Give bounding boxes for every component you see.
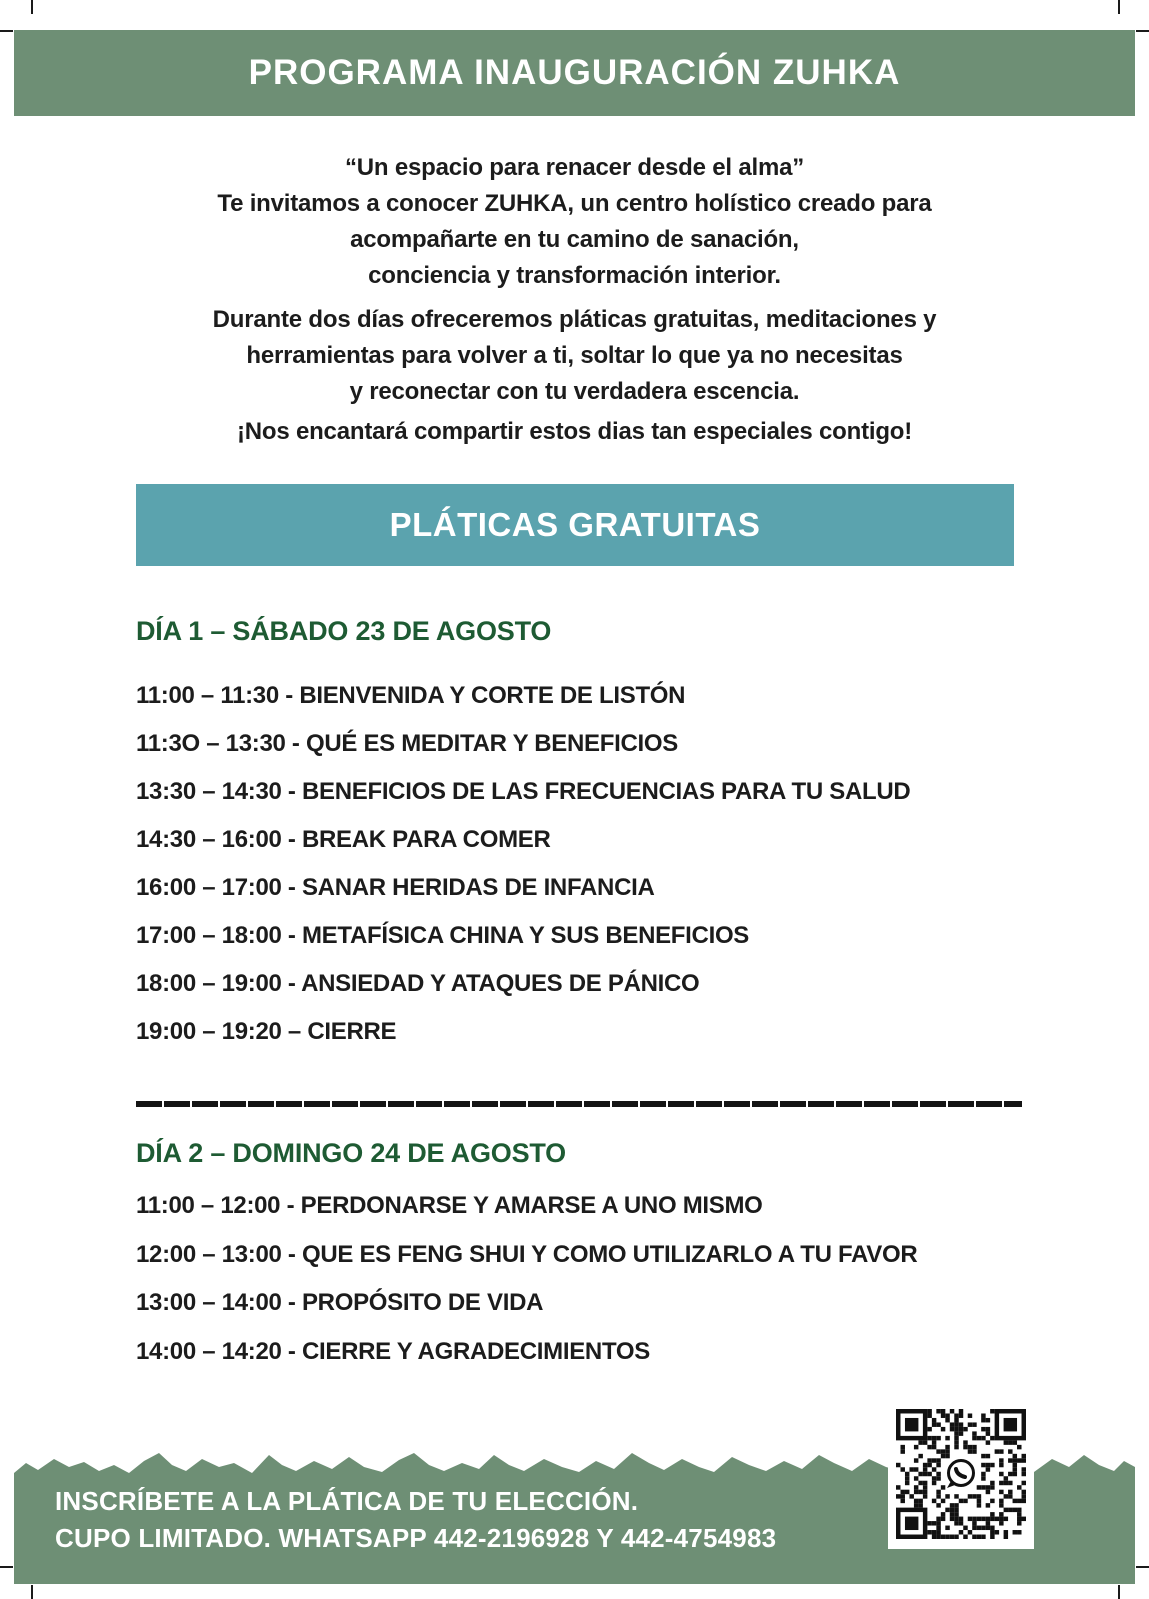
intro-paragraph-2 — [0, 302, 1149, 410]
intro-closing — [0, 418, 1149, 446]
crop-mark — [1136, 1566, 1149, 1568]
day2-heading: DÍA 2 – DOMINGO 24 DE AGOSTO — [136, 1138, 566, 1168]
intro-line: acompañarte en tu camino de sanación, — [350, 226, 799, 253]
crop-mark — [1118, 0, 1120, 14]
talks-banner-title: PLÁTICAS GRATUITAS — [389, 506, 761, 543]
schedule-item: 16:00 – 17:00 - SANAR HERIDAS DE INFANCIA — [136, 874, 655, 901]
intro-line: y reconectar con tu verdadera escencia. — [349, 378, 800, 405]
day2-schedule — [136, 1182, 1096, 1376]
signup-line-2: CUPO LIMITADO. WHATSAPP 442-2196928 Y 442-4754983 — [55, 1523, 777, 1553]
intro-line: Durante dos días ofreceremos pláticas gratuitas, meditaciones y — [212, 306, 937, 333]
intro-line: Te invitamos a conocer ZUHKA, un centro holístico creado para — [217, 190, 932, 217]
intro-line: herramientas para volver a ti, soltar lo que ya no necesitas — [246, 342, 903, 369]
intro-line: “Un espacio para renacer desde el alma” — [344, 154, 805, 181]
page-title: PROGRAMA INAUGURACIÓN ZUHKA — [248, 53, 901, 92]
schedule-item: 14:00 – 14:20 - CIERRE Y AGRADECIMIENTOS — [136, 1337, 650, 1365]
schedule-item: 11:00 – 12:00 - PERDONARSE Y AMARSE A UNO MISMO — [136, 1192, 763, 1219]
schedule-item: 11:3O – 13:30 - QUÉ ES MEDITAR Y BENEFICIOS — [136, 730, 678, 757]
crop-mark — [31, 1585, 33, 1599]
schedule-item: 17:00 – 18:00 - METAFÍSICA CHINA Y SUS BENEFICIOS — [136, 922, 750, 949]
crop-mark — [31, 0, 33, 14]
crop-mark — [0, 1566, 13, 1568]
signup-line-1: INSCRÍBETE A LA PLÁTICA DE TU ELECCIÓN. — [55, 1486, 639, 1516]
crop-mark — [0, 30, 13, 32]
crop-mark — [1136, 30, 1149, 32]
closing-line: ¡Nos encantará compartir estos dias tan especiales contigo! — [236, 418, 913, 445]
header-banner — [14, 30, 1135, 116]
crop-mark — [1118, 1585, 1120, 1599]
section-divider — [136, 1101, 1022, 1107]
qr-card — [888, 1399, 1034, 1549]
talks-banner — [136, 484, 1014, 566]
intro-paragraph-1 — [0, 150, 1149, 294]
qr-code — [896, 1409, 1026, 1539]
day1-schedule — [136, 672, 1096, 1056]
day1-heading: DÍA 1 – SÁBADO 23 DE AGOSTO — [136, 616, 552, 646]
schedule-item: 13:00 – 14:00 - PROPÓSITO DE VIDA — [136, 1289, 544, 1316]
schedule-item: 12:00 – 13:00 - QUE ES FENG SHUI Y COMO UTILIZARLO A TU FAVOR — [136, 1240, 918, 1268]
schedule-item: 13:30 – 14:30 - BENEFICIOS DE LAS FRECUENCIAS PARA TU SALUD — [136, 778, 911, 805]
schedule-item: 11:00 – 11:30 - BIENVENIDA Y CORTE DE LISTÓN — [136, 682, 686, 709]
schedule-item: 19:00 – 19:20 – CIERRE — [136, 1018, 397, 1045]
intro-line: conciencia y transformación interior. — [368, 262, 781, 289]
schedule-item: 14:30 – 16:00 - BREAK PARA COMER — [136, 826, 551, 853]
schedule-item: 18:00 – 19:00 - ANSIEDAD Y ATAQUES DE PÁNICO — [136, 970, 700, 997]
